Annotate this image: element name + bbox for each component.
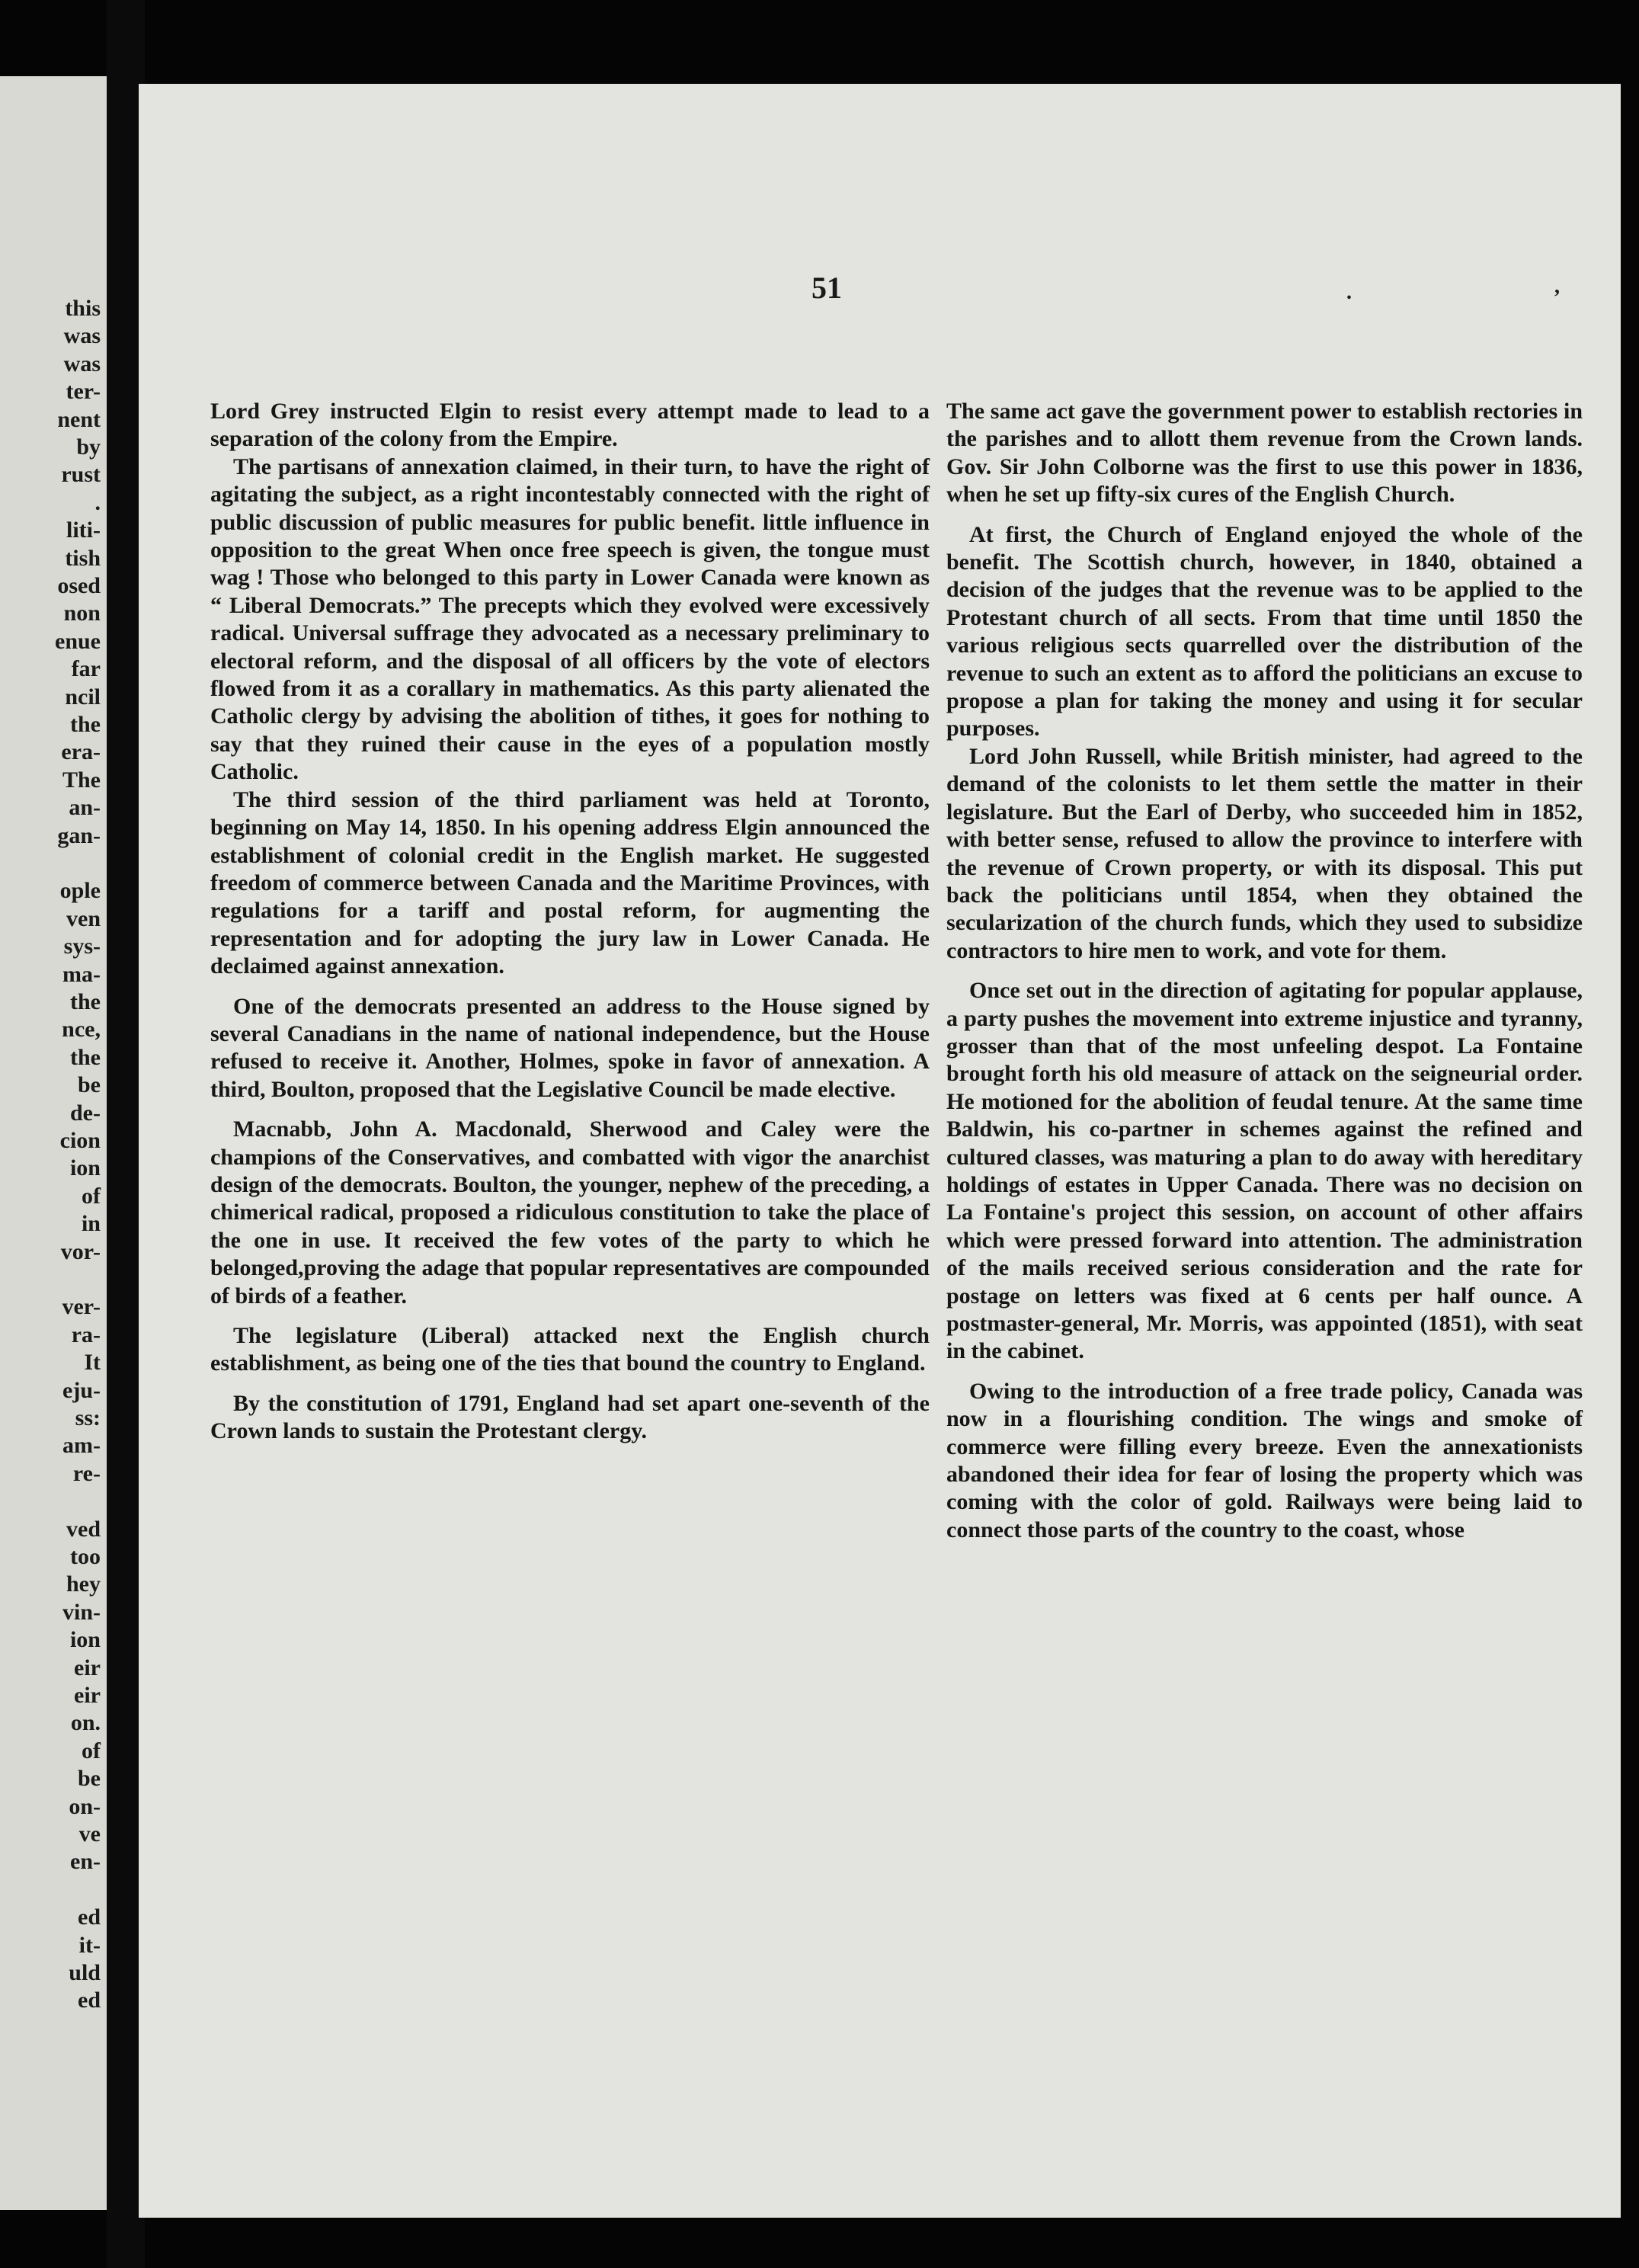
paragraph: Owing to the introduction of a free trade policy, Canada was now in a flourishing condition. The wings and smoke of commerce were filling every breeze. Even the annexationists abandoned their idea for fear of losing the property which was coming with the color of gold. Railways were being laid to connect those parts of the country to the coast, whose xyxy=(946,1378,1583,1542)
page xyxy=(139,84,1621,2218)
previous-page-fragment: eir xyxy=(74,1655,101,1680)
previous-page-fragment: ra- xyxy=(71,1321,101,1347)
previous-page-fragment: ven xyxy=(66,905,101,931)
corner-mark: , xyxy=(1554,274,1560,298)
previous-page-fragment: vin- xyxy=(62,1599,101,1625)
previous-page-fragment: was xyxy=(63,323,101,349)
previous-page-fragment: vor- xyxy=(60,1238,101,1264)
paragraph: The legislature (Liberal) attacked next the English church establishment, as being one of the ties that bound the country to England. xyxy=(210,1323,930,1376)
right-column xyxy=(946,398,1583,1544)
previous-page-fragment: era- xyxy=(61,739,101,765)
previous-page-fragment: the xyxy=(70,989,101,1014)
paragraph: By the constitution of 1791, England had set apart one-seventh of the Crown lands to sustain the Protestant clergy. xyxy=(210,1390,930,1444)
previous-page-fragment: ed xyxy=(78,1988,101,2013)
previous-page-strip xyxy=(0,76,107,2210)
previous-page-fragment: it- xyxy=(78,1932,101,1958)
previous-page-fragment: It xyxy=(84,1350,101,1376)
previous-page-fragment: cion xyxy=(59,1128,101,1153)
previous-page-fragment: en- xyxy=(70,1849,101,1875)
previous-page-fragment: eju- xyxy=(62,1377,101,1403)
previous-page-fragment: enue xyxy=(55,628,101,654)
previous-page-fragment: ncil xyxy=(65,684,101,710)
previous-page-fragment: the xyxy=(70,1044,101,1070)
previous-page-fragment: was xyxy=(63,351,101,376)
page-number: 51 xyxy=(811,271,842,305)
previous-page-fragment: ss: xyxy=(75,1405,101,1430)
previous-page-fragment: on- xyxy=(69,1793,101,1819)
previous-page-fragment: The xyxy=(62,767,101,793)
previous-page-fragment: ion xyxy=(69,1155,101,1181)
previous-page-fragment: nce, xyxy=(62,1017,101,1043)
previous-page-fragment: ter- xyxy=(66,379,101,405)
previous-page-fragment: ma- xyxy=(62,961,101,987)
paragraph: At first, the Church of England enjoyed the whole of the benefit. The Scottish church, however, in 1840, obtained a decision of the judges that the revenue was to be applied to the Protestant church of all sects. From that time until 1850 the various religious sects quarrelled over the distribution of the revenue to such an extent as to afford the politicians an excuse to propose a plan for taking the money and using it for secular purposes. xyxy=(946,521,1583,742)
previous-page-fragment: eir xyxy=(74,1683,101,1708)
previous-page-fragment: ved xyxy=(66,1516,101,1542)
previous-page-fragment: too xyxy=(70,1544,101,1569)
previous-page-fragment: on. xyxy=(70,1710,101,1736)
previous-page-fragment: non xyxy=(63,601,101,626)
previous-page-fragment: tish xyxy=(65,545,101,571)
corner-mark: . xyxy=(1346,280,1352,304)
paragraph: The third session of the third parliament was held at Toronto, beginning on May 14, 1850. In his opening address Elgin announced the establishment of colonial credit in the English market. He suggested freedom of commerce between Canada and the Maritime Provinces, with regulations for a tariff and postal reform, for augmenting the representation and for adopting the jury law in Lower Canada. He declaimed against annexation. xyxy=(210,786,930,979)
previous-page-fragment: sys- xyxy=(63,934,101,959)
paragraph: Once set out in the direction of agitating for popular applause, a party pushes the movement into extreme injustice and tyranny, grosser than that of the most unfeeling despot. La Fontaine brought forth his old measure of attack on the seigneurial order. He motioned for the abolition of feudal tenure. At the same time Baldwin, his co-partner in schemes against the refined and cultured classes, was maturing a plan to do away with hereditary holdings of estates in Upper Canada. There was no decision on La Fontaine's project this session, on account of other affairs which were pressed forward into attention. The administration of the mails received serious consideration and the rate for postage on letters was fixed at 6 cents per half ounce. A postmaster-general, Mr. Morris, was appointed (1851), with seat in the cabinet. xyxy=(946,978,1583,1364)
previous-page-fragment: of xyxy=(82,1738,101,1763)
previous-page-fragment: nent xyxy=(57,406,101,432)
previous-page-fragment: ople xyxy=(59,878,101,904)
previous-page-fragment: the xyxy=(70,712,101,737)
previous-page-fragment: am- xyxy=(62,1433,101,1459)
previous-page-fragment: an- xyxy=(69,795,101,821)
previous-page-fragment: re- xyxy=(72,1460,101,1486)
previous-page-fragment: by xyxy=(76,434,101,460)
paragraph: Macnabb, John A. Macdonald, Sherwood and Caley were the champions of the Conservatives, and combatted with vigor the anarchist design of the democrats. Boulton, the younger, nephew of the preceding, a chimerical radical, proposed a ridiculous constitution to take the place of the one in use. It received the few votes of the party to which he belonged,proving the adage that popular representatives are compounded of birds of a feather. xyxy=(210,1116,930,1309)
previous-page-fragment: be xyxy=(78,1766,101,1792)
previous-page-fragment: hey xyxy=(66,1571,101,1597)
previous-page-fragment: of xyxy=(82,1183,101,1209)
previous-page-fragment: gan- xyxy=(57,822,101,848)
previous-page-fragment: ed xyxy=(78,1904,101,1930)
previous-page-fragment: in xyxy=(81,1211,101,1237)
previous-page-fragment: de- xyxy=(70,1100,101,1126)
paragraph: The same act gave the government power to establish rectories in the parishes and to allott them revenue from the Crown lands. Gov. Sir John Colborne was the first to use this power in 1836, when he set up fifty-six cures of the English Church. xyxy=(946,399,1583,508)
previous-page-fragment: ver- xyxy=(62,1294,101,1320)
paragraph: One of the democrats presented an address to the House signed by several Canadians in the name of national independence, but the House refused to receive it. Another, Holmes, spoke in favor of annexation. A third, Boulton, proposed that the Legislative Council be made elective. xyxy=(210,993,930,1102)
previous-page-fragment: rust xyxy=(61,462,101,488)
previous-page-fragment: this xyxy=(65,296,101,321)
previous-page-fragment: . xyxy=(94,489,101,515)
previous-page-fragment: osed xyxy=(57,573,101,598)
previous-page-fragment: ion xyxy=(69,1627,101,1653)
paragraph: The partisans of annexation claimed, in their turn, to have the right of agitating the subject, as a right incontestably connected with the right of public discussion of public measures for public benefit. little influence in opposition to the great When once free speech is given, the tongue must wag ! Those who belonged to this party in Lower Canada were known as “ Liberal Democrats.” The precepts which they evolved were excessively radical. Universal suffrage they advocated as a necessary preliminary to electoral reform, and the disposal of all officers by the vote of electors flowed from it as a corallary in mathematics. As this party alienated the Catholic clergy by advising the abolition of tithes, it goes for nothing to say that they ruined their cause in the eyes of a population mostly Catholic. xyxy=(210,453,930,785)
previous-page-fragment: be xyxy=(78,1072,101,1098)
paragraph: Lord Grey instructed Elgin to resist every attempt made to lead to a separation of the colony from the Empire. xyxy=(210,399,930,452)
previous-page-fragment: far xyxy=(71,656,101,682)
left-column xyxy=(210,398,930,1446)
previous-page-fragment: uld xyxy=(69,1960,101,1985)
paragraph: Lord John Russell, while British minister, had agreed to the demand of the colonists to let them settle the matter in their legislature. But the Earl of Derby, who succeeded him in 1852, with better sense, refused to allow the province to interfere with the revenue of Crown property, or with its disposal. This put back the politicians until 1854, when they obtained the secularization of the church funds, which they used to subsidize contractors to hire men to work, and vote for them. xyxy=(946,743,1583,963)
previous-page-fragment: liti- xyxy=(66,517,101,543)
previous-page-fragment: ve xyxy=(78,1821,101,1847)
